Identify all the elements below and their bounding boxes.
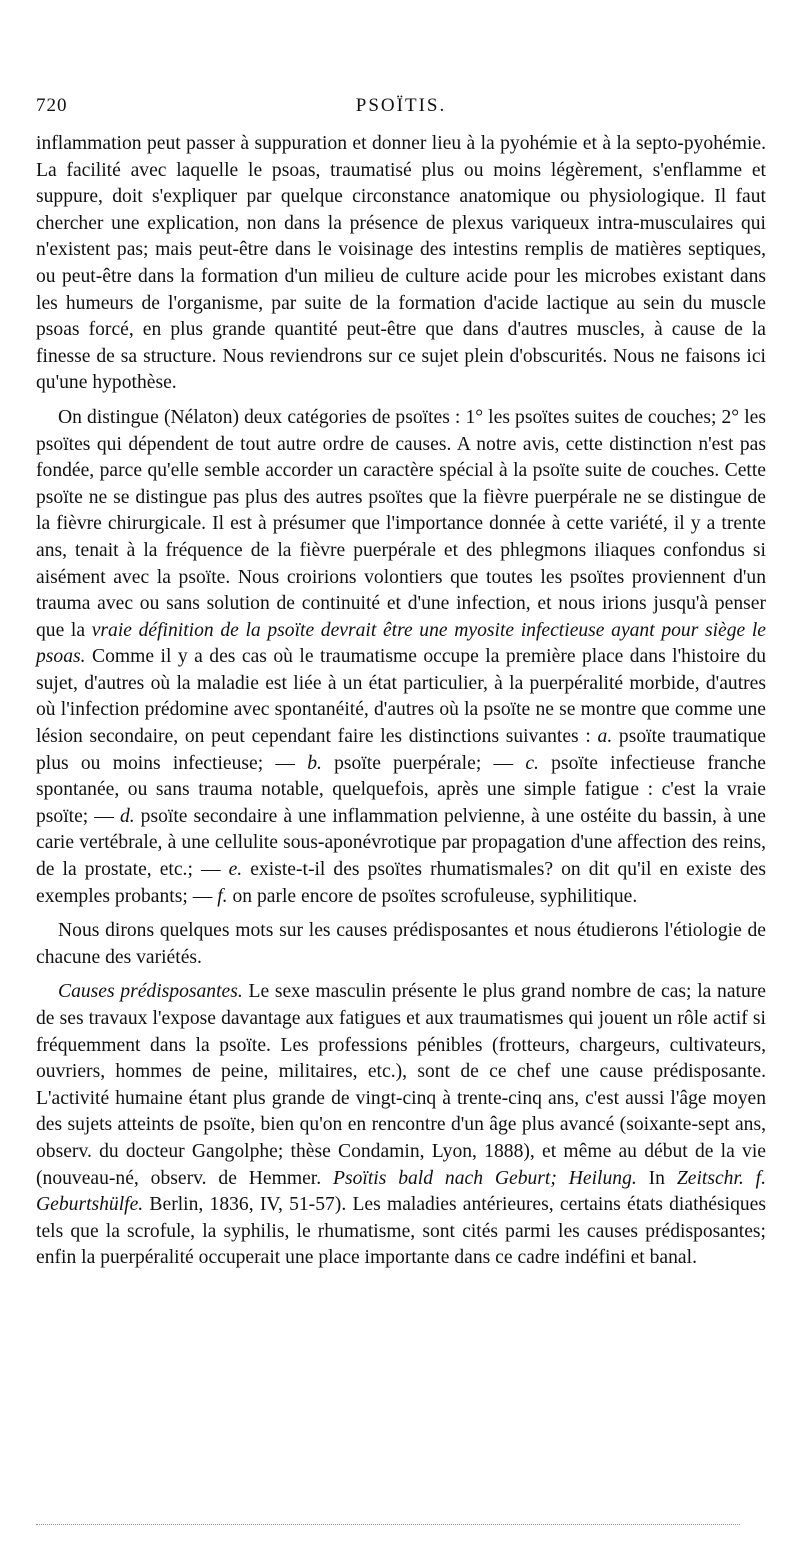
list-text-f: on parle encore de psoïtes scrofuleuse, syphilitique.	[227, 885, 638, 907]
journal-title: Zeitschr. f. Geburtshülfe.	[36, 1167, 766, 1216]
book-page	[36, 95, 766, 1545]
paragraph-text: Nous dirons quelques mots sur les causes prédisposantes et nous étudierons l'étiologie de chacune des variétés.	[36, 920, 766, 968]
list-text-b: psoïte puerpérale; —	[321, 752, 526, 774]
list-text-a: psoïte traumatique plus ou moins infectieuse; —	[36, 726, 767, 774]
footer-divider	[36, 1524, 740, 1525]
list-letter-f: f.	[217, 885, 228, 907]
list-letter-b: b.	[307, 752, 322, 774]
paragraph-text: In	[636, 1167, 677, 1189]
paragraph-text: Le sexe masculin présente le plus grand nombre de cas; la nature de ses travaux l'expose davantage aux fatigues et aux traumatismes qui jouent un rôle actif si fréquemment dans la psoïte. Les professions pénibles (frotteurs, chargeurs, cultivateurs, ouvriers, hommes de peine, militaires, etc.), sont de ce chef une cause prédisposante. L'activité humaine étant plus grande de vingt-cinq à trente-cinq ans, c'est aussi l'âge moyen des sujets atteints de psoïte, bien qu'on en rencontre d'un âge plus avancé (soixante-sept ans, observ. du docteur Gangolphe; thèse Condamin, Lyon, 1888), et même au début de la vie (nouveau-né, observ. de Hemmer.	[36, 981, 766, 1189]
paragraph-text: inflammation peut passer à suppuration et donner lieu à la pyohémie et à la septo-pyohémie. La facilité avec laquelle le psoas, traumatisé plus ou moins légèrement, s'enflamme et suppure, doit s'expliquer par quelque circonstance anatomique ou physiologique. Il faut chercher une explication, non dans la présence de plexus variqueux intra-musculaires qui n'existent pas; mais peut-être dans le voisinage des intestins remplis de matières septiques, ou peut-être dans la formation d'un milieu de culture acide pour les microbes existant dans les humeurs de l'organisme, par suite de la formation d'acide lactique au sein du muscle psoas forcé, en plus grande quantité peut-être que dans d'autres muscles, à cause de la finesse de sa structure. Nous reviendrons sur ce sujet plein d'obscurités. Nous ne faisons ici qu'une hypothèse.	[36, 133, 766, 394]
body-text	[36, 131, 766, 1272]
paragraph-2	[36, 405, 766, 910]
paragraph-text: On distingue (Nélaton) deux catégories de psoïtes : 1° les psoïtes suites de couches; 2° les psoïtes qui dépendent de tout autre ordre de causes. A notre avis, cette distinction n'est pas fondée, parce qu'elle semble accorder un caractère spécial à la psoïte suite de couches. Cette psoïte ne se distingue pas plus des autres psoïtes que la fièvre puerpérale ne se distingue de la fièvre chirurgicale. Il est à présumer que l'importance donnée à cette variété, il y a trente ans, tenait à la fréquence de la fièvre puerpérale et des phlegmons iliaques confondus si aisément avec la psoïte. Nous croirions volontiers que toutes les psoïtes proviennent d'un trauma avec ou sans solution de continuité et d'une infection, et nous irions jusqu'à penser que la	[36, 406, 766, 641]
list-letter-a: a.	[597, 726, 613, 748]
paragraph-text: Comme il y a des cas où le traumatisme occupe la première place dans l'histoire du sujet, d'autres où la maladie est liée à un état particulier, à la puerpéralité morbide, d'autres où l'infection prédomine avec spontanéité, d'autres où la psoïte ne se montre que comme une lésion secondaire, on peut cependant faire les distinctions suivantes :	[36, 646, 766, 748]
list-letter-e: e.	[228, 859, 243, 881]
page-number: 720	[36, 95, 68, 116]
running-head: PSOÏTIS.	[355, 95, 447, 116]
section-heading: Causes prédisposantes.	[58, 981, 243, 1003]
citation-title: Psoïtis bald nach Geburt; Heilung.	[333, 1167, 637, 1189]
list-letter-d: d.	[119, 805, 135, 827]
italic-definition: vraie définition de la psoïte devrait être une myosite infectieuse ayant pour siège le psoas.	[36, 619, 767, 668]
list-text-c: psoïte infectieuse franche spontanée, ou sans trauma notable, quelquefois, après une simple fatigue : c'est la vraie psoïte; —	[36, 752, 766, 827]
list-letter-c: c.	[525, 752, 539, 774]
paragraph-1	[36, 131, 766, 397]
list-text-e: existe-t-il des psoïtes rhumatismales? on dit qu'il en existe des exemples probants; —	[36, 859, 766, 907]
paragraph-3	[36, 918, 766, 971]
page-header	[36, 95, 766, 131]
list-text-d: psoïte secondaire à une inflammation pelvienne, à une ostéite du bassin, à une carie vertébrale, à une cellulite sous-aponévrotique par propagation d'une affection des reins, de la prostate, etc.; —	[36, 805, 767, 881]
paragraph-4	[36, 979, 766, 1272]
paragraph-text: Berlin, 1836, IV, 51-57). Les maladies antérieures, certains états diathésiques tels que la scrofule, la syphilis, le rhumatisme, sont cités parmi les causes prédisposantes; enfin la puerpéralité occuperait une place importante dans ce cadre indéfini et banal.	[36, 1194, 766, 1269]
